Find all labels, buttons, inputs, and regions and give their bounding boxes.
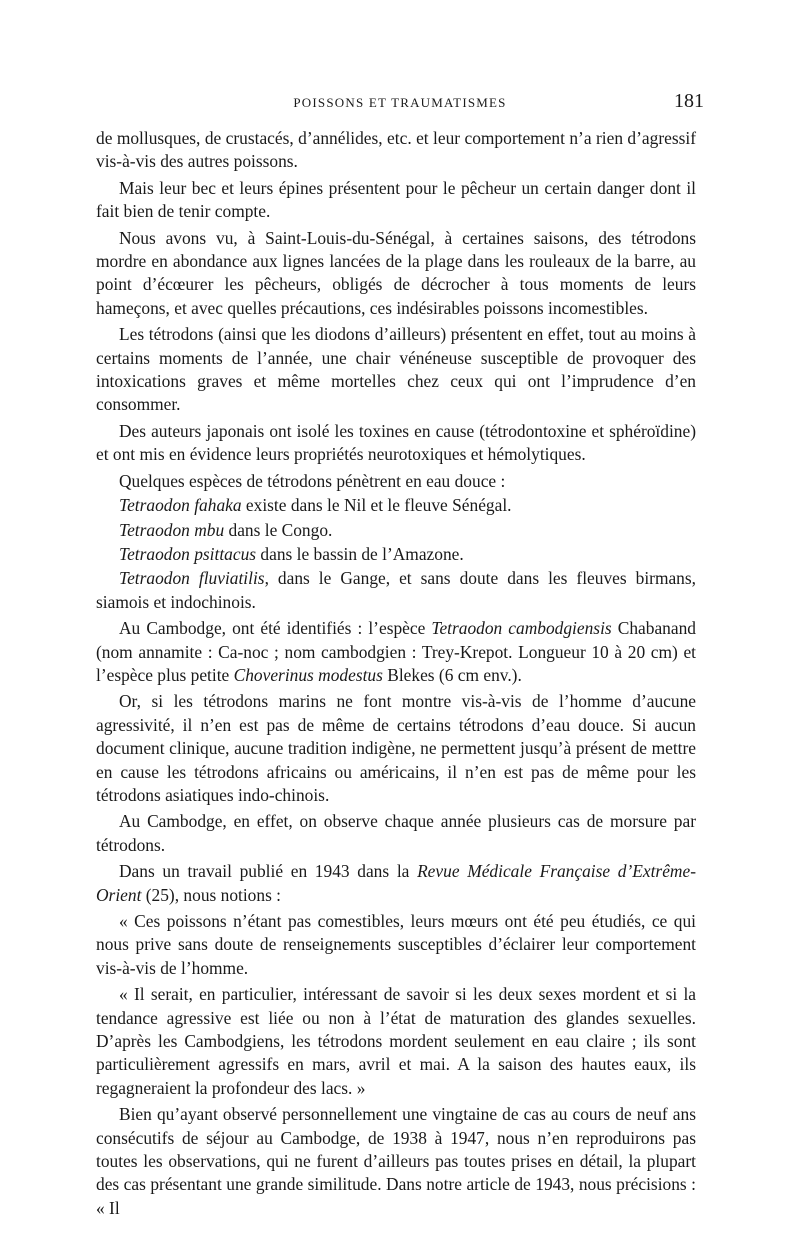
text-run: Au Cambodge, en effet, on observe chaque année plusieurs cas de morsure par tétrodons. (96, 811, 696, 855)
paragraph (96, 543, 696, 566)
paragraph (96, 910, 696, 980)
running-title: POISSONS ET TRAUMATISMES (293, 95, 507, 110)
italic-text: Revue Médicale Française d’Extrême-Orient (96, 861, 696, 905)
text-run: « Ces poissons n’étant pas comestibles, leurs mœurs ont été peu étudiés, ce qui nous prive sans doute de renseignements susceptibles d’éclairer leur comportement vis-à-vis de l’homme. (96, 911, 696, 978)
text-run: Mais leur bec et leurs épines présentent pour le pêcheur un certain danger dont il fait bien de tenir compte. (96, 177, 696, 222)
paragraph (96, 983, 696, 1100)
text-run: Blekes (6 cm env.). (382, 664, 522, 685)
italic-text: Choverinus modestus (233, 664, 383, 685)
paragraph (96, 227, 696, 321)
paragraph (96, 1103, 696, 1220)
text-run: Des auteurs japonais ont isolé les toxines en cause (tétrodontoxine et sphéroïdine) et ont mis en évidence leurs propriétés neurotoxiques et hémolytiques. (96, 420, 696, 465)
text-run: (25), nous notions : (141, 884, 282, 905)
paragraph (96, 860, 696, 907)
text-run: Quelques espèces de tétrodons pénètrent en eau douce : (119, 470, 506, 491)
paragraph (96, 494, 696, 517)
paragraph (96, 470, 696, 493)
italic-text: Tetraodon mbu (119, 519, 225, 540)
text-run: existe dans le Nil et le fleuve Sénégal. (241, 495, 512, 516)
text-run: Les tétrodons (ainsi que les diodons d’ailleurs) présentent en effet, tout au moins à certains moments de l’année, une chair vénéneuse susceptible de provoquer des intoxications graves et même mortelles chez ceux qui ont l’imprudence d’en consommer. (96, 324, 696, 415)
text-run: « Il serait, en particulier, intéressant de savoir si les deux sexes mordent et si la tendance agressive est liée ou non à l’état de maturation des glandes sexuelles. D’après les Cambodgiens, les tétrodons mordent seulement en eau claire ; ils sont particulièrement agressifs en mars, avril et mai. A la saison des hautes eaux, ils regagneraient la profondeur des lacs. » (96, 984, 696, 1098)
text-run: Au Cambodge, ont été identifiés : l’espèce (119, 618, 432, 639)
text-run: dans le bassin de l’Amazone. (256, 543, 464, 564)
paragraph (96, 690, 696, 807)
paragraph (96, 127, 696, 174)
text-run: Bien qu’ayant observé personnellement une vingtaine de cas au cours de neuf ans consécutifs de séjour au Cambodge, de 1938 à 1947, nous n’en reproduirons pas toutes les observations, qui ne furent d’ailleurs pas toutes prises en détail, la plupart des cas présentant une grande similitude. Dans notre article de 1943, nous précisions : « Il (96, 1104, 696, 1218)
paragraph (96, 519, 696, 542)
text-run: de mollusques, de crustacés, d’annélides, etc. et leur comportement n’a rien d’agressif vis-à-vis des autres poissons. (96, 128, 696, 172)
body-text (96, 127, 696, 1223)
italic-text: Tetraodon psittacus (119, 543, 257, 564)
text-run: dans le Congo. (224, 519, 333, 540)
italic-text: Tetraodon fluviatilis (119, 568, 265, 589)
text-run: Or, si les tétrodons marins ne font montre vis-à-vis de l’homme d’aucune agressivité, il n’en est pas de même de certains tétrodons d’eau douce. Si aucun document clinique, aucune tradition indigène, ne permettent jusqu’à présent de mettre en cause les tétrodons africains ou américains, il n’en est pas de même pour les tétrodons asiatiques indo-chinois. (96, 691, 696, 805)
text-run: Nous avons vu, à Saint-Louis-du-Sénégal, à certaines saisons, des tétrodons mordre en abondance aux lignes lancées de la plage dans les rouleaux de la barre, au point d’écœurer les pêcheurs, obligés de décrocher à tous moments de leurs hameçons, et avec quelles précautions, ces indésirables poissons incomestibles. (96, 227, 696, 318)
paragraph (96, 323, 696, 417)
paragraph (96, 177, 696, 224)
text-run: , dans le Gange, et sans doute dans les fleuves birmans, siamois et indochinois. (96, 568, 696, 612)
italic-text: Tetraodon cambodgiensis (431, 618, 612, 639)
paragraph (96, 567, 696, 614)
paragraph (96, 420, 696, 467)
text-run: Chabanand (nom annamite : Ca-noc ; nom cambodgien : Trey-Krepot. Longueur 10 à 20 cm) et l’espèce plus petite (96, 618, 696, 685)
page-number: 181 (674, 90, 704, 112)
page-header (96, 92, 704, 114)
italic-text: Tetraodon fahaka (119, 495, 242, 516)
paragraph (96, 810, 696, 857)
text-run: Dans un travail publié en 1943 dans la (119, 861, 418, 882)
paragraph (96, 617, 696, 687)
